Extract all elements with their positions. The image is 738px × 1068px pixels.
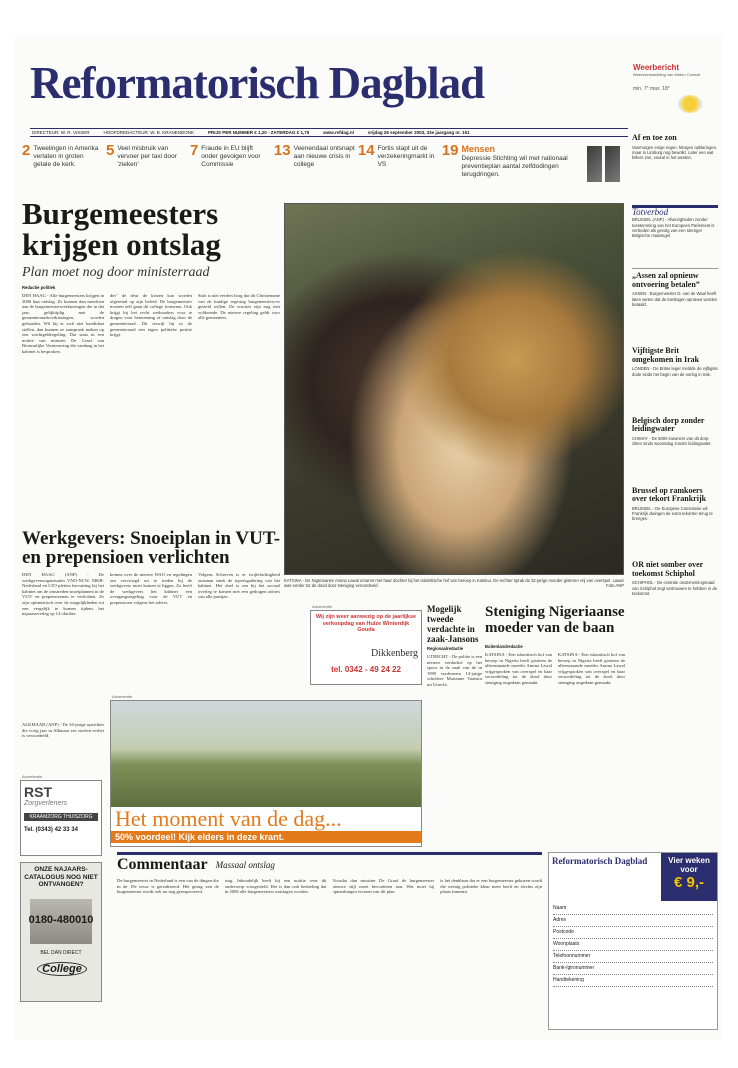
second-col: komen over de nieuwe WAO en regelingen om vervroegd uit te treden bij de werkgevers moet komen te liggen. Zo heeft de werkgevers het kabinet een overgangsregeling voor de VUT en prepensioen volgens het advies. <box>110 572 192 605</box>
masthead-title: Reformatorisch Dagblad <box>30 58 485 108</box>
college-cta: BEL DAN DIRECT <box>40 949 82 956</box>
news-item-title[interactable]: Brussel op ramkoers over tekort Frankrijk <box>632 485 707 504</box>
teaser-strip <box>22 142 623 188</box>
banner-photo <box>111 701 421 807</box>
lead-col: Stob is niet eerders borg dat dit Christenunie van de huidige regering burgemeesters-er gesteld willen. De reacties zijn nog niet voldoende. De nieuwe regeling geldt voor alle gemeenten. <box>198 293 280 321</box>
second-body <box>22 572 280 707</box>
form-field-name[interactable]: Naam <box>553 903 713 915</box>
photo-credit: Foto ANP <box>606 583 624 588</box>
moment-banner-ad[interactable] <box>110 700 422 847</box>
weather-temps: min. 7° max. 18° <box>633 86 670 92</box>
mid-body: UTRECHT - De politie is een nieuwe verdachte op het spoor in de zaak van de in 1999 verdwenen 14-jarige scholiere Marianne Vaatstra uit Utrecht. <box>427 654 482 687</box>
info-date: vrijdag 26 september 2003, 33e jaargang nr. 151 <box>367 130 470 135</box>
ad-label: Advertentie <box>22 774 43 779</box>
teaser-text: Veel misbruik van vervoer per taxi door 'zieken' <box>117 145 177 168</box>
stoning-headline[interactable]: Steniging Nigeriaanse moeder van de baan <box>485 604 625 636</box>
news-item-title[interactable]: „Assen zal opnieuw ontvoering betalen” <box>632 268 718 289</box>
news-item-title[interactable]: Vijftigste Brit omgekomen in Irak <box>632 346 700 364</box>
lead-body <box>22 293 280 521</box>
teaser-item-mensen[interactable] <box>442 142 623 188</box>
teaser-label: Mensen <box>461 144 496 154</box>
teaser-text: Fraude in EU blijft onder gevolgen voor Commissie <box>201 145 261 168</box>
news-column <box>632 205 718 845</box>
offer-badge <box>661 853 717 901</box>
news-item-text: SCHIPHOL - De centrale ondernemingsraad van Schiphol zegt vertrouwen te hebben in de toekomst. <box>632 580 717 597</box>
teaser-text-block <box>462 142 585 188</box>
rst-ad[interactable] <box>20 780 102 856</box>
commentaar-subtitle: Massaal ontslag <box>215 859 275 870</box>
second-col: Volgens Schreven is er twijfelachtigheid ontstaan sinds de topvergadering van het kabinet. Het doel is om bij het sociaal overleg te komen met een gedragen advies van alle partijen. <box>198 572 280 600</box>
photo-caption <box>284 578 624 588</box>
weather-title: Weerbericht <box>633 63 680 72</box>
weather-desc: Weersverwachting van Meteo Consult <box>633 72 701 77</box>
teaser-text: Depressie Stichting wil met nationaal preventieplan aantal zelfdodingen terugdringen. <box>461 155 568 178</box>
offer-price: € 9,- <box>673 874 704 891</box>
teaser-item[interactable] <box>358 142 442 188</box>
info-price: PRIJS PER NUMMER € 1,20 - ZATERDAG € 1,75 <box>208 130 310 135</box>
stoning-col: KATSINA - Een islamitisch hof van beroep in Nigeria heeft gisteren de alleenstaande moeder Amina Lawal vrijgesproken van overspel en haar veroordeling tot de dood door steniging ongedaan gemaakt. <box>558 652 625 685</box>
banner-title: Het moment van de dag... <box>115 806 342 831</box>
rst-services: KRAAMZORG THUISZORG <box>24 813 98 821</box>
subscription-form <box>548 852 718 1030</box>
lead-subhead: Plan moet nog door ministerraad <box>22 265 210 280</box>
news-item-text: BRUSSEL - De Europese Commissie wil Frankrijk dwingen de extra tekorten terug te brengen. <box>632 505 713 522</box>
ad-label: Advertentie <box>312 604 333 609</box>
news-item-text: ASSEN - Burgemeester D. van de Waal heeft laten weten dat de toeslagen opnieuw worden betaald. <box>632 291 718 308</box>
mid-headline[interactable]: Mogelijk tweede verdachte in zaak-Jansons <box>427 604 479 644</box>
ad-label: Advertentie <box>112 694 133 699</box>
commentaar-col: Voordat dan minister De Graaf de burgemeester nieuwe stijl moet bevorderen aan. Wat moet hij opmerkingen ervaren van dit plan. <box>332 878 435 895</box>
rst-brand: RST <box>24 784 52 800</box>
lead-headline[interactable]: Burgemeesters krijgen ontslag <box>22 196 221 262</box>
column-kicker: Totverbod <box>632 205 718 215</box>
stoning-col: KATSINA - Een islamitisch hof van beroep in Nigeria heeft gisteren de alleenstaande moeder Amina Lawal vrijgesproken van overspel en haar veroordeling tot de dood door steniging ongedaan gemaakt. <box>485 652 552 685</box>
dikkenberg-text: Wij zijn weer aanwezig op de jaarlijkse verkoopdag van Huize Winterdijk Gouda <box>315 614 417 633</box>
info-editor: HOOFDREDACTEUR: W. B. KRANENDONK <box>103 130 195 135</box>
college-phone: 0180-480010 <box>28 913 94 926</box>
dikkenberg-phone: tel. 0342 - 49 24 22 <box>331 664 401 674</box>
second-headline[interactable]: Werkgevers: Snoeiplan in VUT- en prepensioen verlichten <box>22 528 281 568</box>
sun-icon <box>678 95 702 113</box>
caption-text: KATSINA - De Nigeriaanse Amina Lawal omarmt met haar dochter bij het islamitische hof van beroep in Katsina. De rechter sprak de 32-jarige moeder gisteren vrij van overspel. Lawal was eerder tot de dood door steniging veroordeeld. <box>284 578 624 588</box>
form-field-bank[interactable]: Bank-/gironummer <box>553 963 713 975</box>
teaser-page-num: 14 <box>357 142 375 159</box>
weather-forecast <box>632 134 718 189</box>
small-news: ALKMAAR (ANP) - De 34-jarige opzichter die vorig jaar in Alkmaar zes stoelen verliet is veroordeeld. <box>22 722 104 739</box>
stoning-body <box>485 652 625 844</box>
lead-byline: Redactie politiek <box>22 285 56 290</box>
teaser-page-num: 7 <box>189 142 199 159</box>
stoning-byline: Buitenlandredactie <box>485 644 523 649</box>
commentaar-col: De burgemeester in Nederland is een van de dingen die in de 19e eeuw is gerealiseerd. Het gezag van de burgemeester wordt ook nu nog gerespecteerd. <box>117 878 219 895</box>
teaser-page-num: 5 <box>105 142 115 159</box>
teaser-photo <box>605 146 620 182</box>
commentaar-body <box>117 878 542 1028</box>
rst-phone: Tel. (0343) 42 33 34 <box>24 827 78 833</box>
news-item-text: LONDEN - De Britse leger meldde de vijftigste dode sinds het begin van de oorlog in Irak. <box>632 366 718 377</box>
news-item-text: BRUSSEL (ANP) - Afwezigheden zonder toestemming van het Europees Parlement is verboden als gevolg van een strenger Belgische maatregel. <box>632 217 715 239</box>
form-field-city[interactable]: Woonplaats <box>553 939 713 951</box>
college-ad[interactable] <box>20 862 102 1002</box>
offer-text: Vier weken voor <box>668 856 710 874</box>
teaser-photo <box>587 146 602 182</box>
teaser-page-num: 2 <box>22 142 31 159</box>
weather-box <box>633 63 719 92</box>
teaser-item[interactable] <box>22 142 106 188</box>
forecast-text: Vanmorgen enige regen. Morgen opklaringen, maar in Limburg nog bewolkt. Later een wat fellere zon, vooral in het westen. <box>632 144 718 161</box>
forecast-title: Af en toe zon <box>632 134 677 142</box>
dikkenberg-ad[interactable] <box>310 610 422 685</box>
info-url[interactable]: www.refdag.nl <box>323 130 354 135</box>
mid-byline: Regionaalredactie <box>427 646 464 651</box>
news-item-text: CHIMAY - De 5000 inwoners van dit dorp zitten sinds woensdag zonder leidingwater. <box>632 435 712 447</box>
form-field-phone[interactable]: Telefoonnummer <box>553 951 713 963</box>
commentaar-bar <box>117 852 542 874</box>
form-field-signature[interactable]: Handtekening <box>553 975 713 987</box>
news-item-title[interactable]: OR niet somber over toekomst Schiphol <box>632 560 704 578</box>
teaser-item[interactable] <box>274 142 358 188</box>
form-field-address[interactable]: Adres <box>553 915 713 927</box>
teaser-page-num: 19 <box>441 142 459 159</box>
dikkenberg-brand: Dikkenberg <box>370 647 418 659</box>
teaser-text: Veenendaal ontsnapt aan nieuwe crisis in college <box>293 145 355 168</box>
lead-col: der" de deur de kiezen kan worden afgeremd op zijn beleid. De burgemeester moeten zelf gaan dit college formeren. Ook krijgt hij het recht wethouders voor te dragen voor benoeming of ontslag door de gemeenteraad. Dit terwijl hij in de gemeenteraad een eigen politieke positie krijgt. <box>110 293 192 338</box>
college-brand: College <box>37 962 87 976</box>
commentaar-col: is het denkbaar dat er een burgemeester gekozen wordt die weinig politieke kleur meer heeft en slechts zijn plaats inneemt. <box>440 878 542 895</box>
info-director: DIRECTEUR: W. R. VISSER <box>32 130 90 135</box>
lead-col: DEN HAAG - Alle burgemeesters krijgen in 2006 hun ontslag. Ze kunnen dan meedoen aan de burgemeestersverkiezingen die in dat jaar, gelijktijdig met de gemeenteraadsverkiezingen, worden gehouden. Wil hij er zich niet kandidaat stellen, dan kunnen ze aanspraak maken op een wachtgeldregeling. Dat staat in een notitie van minister De Graaf van Bestuurlijke Vernieuwing die vandaag in het kabinet is besproken. <box>22 293 104 354</box>
lead-photo <box>284 203 624 575</box>
teaser-text: Tweelingen in Amerika verlaten in groten getale de kerk. <box>33 145 99 168</box>
rst-sub: Zorgverleners <box>24 800 68 807</box>
second-col: DEN HAAG (ANP) - De werkgeversorganisaties VNO-NCW, MKB-Nederland en LTO pleiten hervatting bij het kabinet om de omstreden snoeiplannen in de VUT- en prepensioenen te verlichten. Ze zijn optimistisch over de mogelijkheden tot een vergelijk te komen tijdens het najaarsoverleg op 14 oktober. <box>22 572 104 617</box>
commentaar-title: Commentaar <box>117 855 208 873</box>
commentaar-col: ring. Inhoudelijk heeft hij een notitie over dit onderwerp voorgesteld. Het is dan ook bedoeling dat in 2006 alle burgemeesters ontslagen worden. <box>224 878 327 895</box>
form-field-postcode[interactable]: Postcode <box>553 927 713 939</box>
teaser-text: Fortis stapt uit de verzekeringmarkt in VS <box>377 145 435 168</box>
teaser-page-num: 13 <box>273 142 291 159</box>
banner-subtitle: 50% voordeel! Kijk elders in deze krant. <box>111 831 421 843</box>
teaser-item[interactable] <box>106 142 190 188</box>
teaser-item[interactable] <box>190 142 274 188</box>
college-headline: ONZE NAJAARS-CATALOGUS NOG NIET ONTVANGEN? <box>24 866 98 888</box>
info-bar <box>30 128 628 137</box>
news-item-title[interactable]: Belgisch dorp zonder leidingwater <box>632 415 705 434</box>
form-brand: Reformatorisch Dagblad <box>552 856 648 866</box>
